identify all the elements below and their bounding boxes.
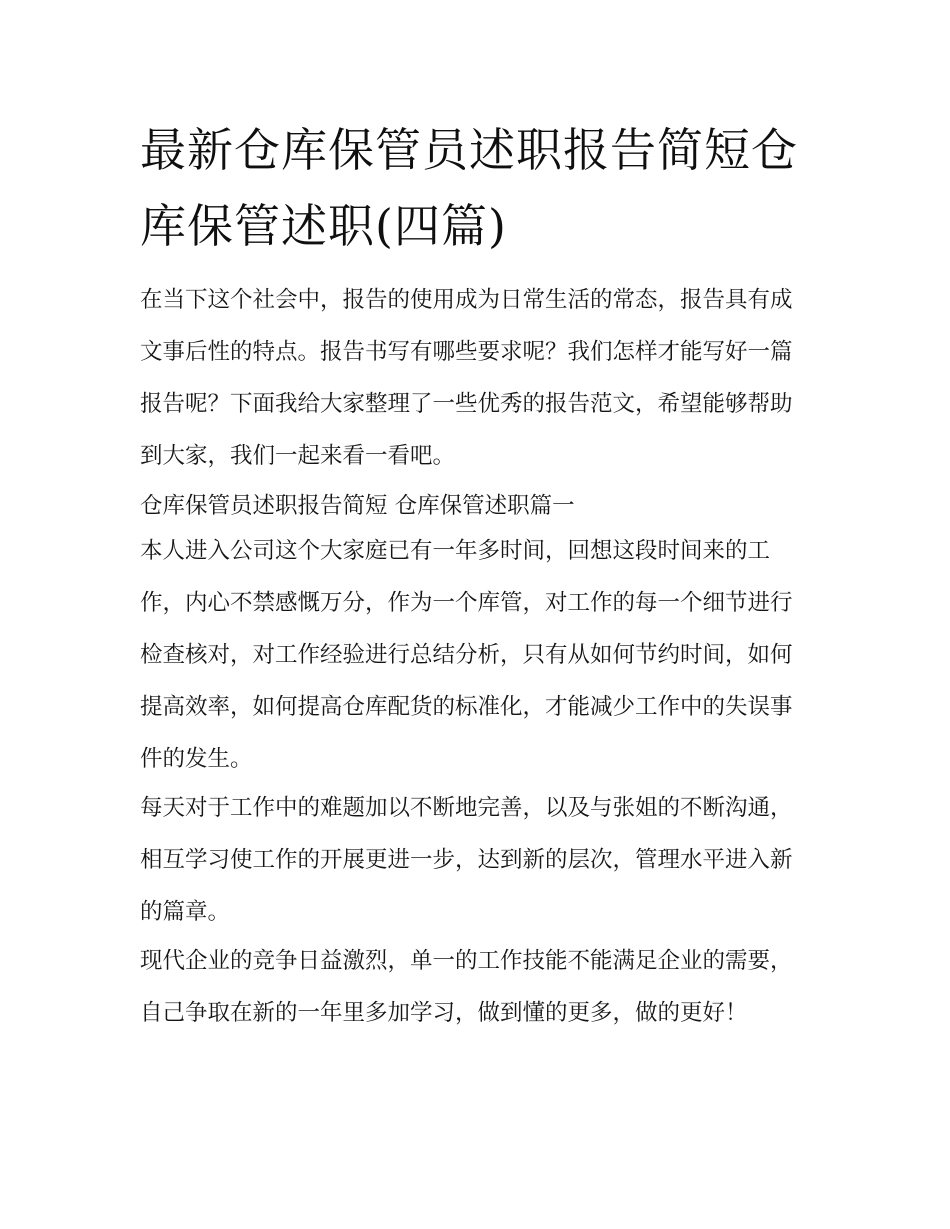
body-paragraph-2: 每天对于工作中的难题加以不断地完善，以及与张姐的不断沟通，相互学习使工作的开展更进一步，达到新的层次，管理水平进入新的篇章。 (140, 795, 793, 925)
section-heading: 仓库保管员述职报告简短 仓库保管述职篇一 (140, 493, 575, 519)
body-paragraph-1: 本人进入公司这个大家庭已有一年多时间，回想这段时间来的工作，内心不禁感慨万分，作为一个库管，对工作的每一个细节进行检查核对，对工作经验进行总结分析，只有从如何节约时间，如何提高效率，如何提高仓库配货的标准化，才能减少工作中的失误事件的发生。 (140, 538, 793, 772)
document-title: 最新仓库保管员述职报告简短仓库保管述职(四篇) (140, 123, 798, 253)
intro-paragraph: 在当下这个社会中，报告的使用成为日常生活的常态，报告具有成文事后性的特点。报告书写有哪些要求呢？我们怎样才能写好一篇报告呢？下面我给大家整理了一些优秀的报告范文，希望能够帮助到大家，我们一起来看一看吧。 (140, 287, 793, 469)
body-paragraph-3: 现代企业的竞争日益激烈，单一的工作技能不能满足企业的需要，自己争取在新的一年里多加学习，做到懂的更多，做的更好！ (140, 948, 793, 1026)
